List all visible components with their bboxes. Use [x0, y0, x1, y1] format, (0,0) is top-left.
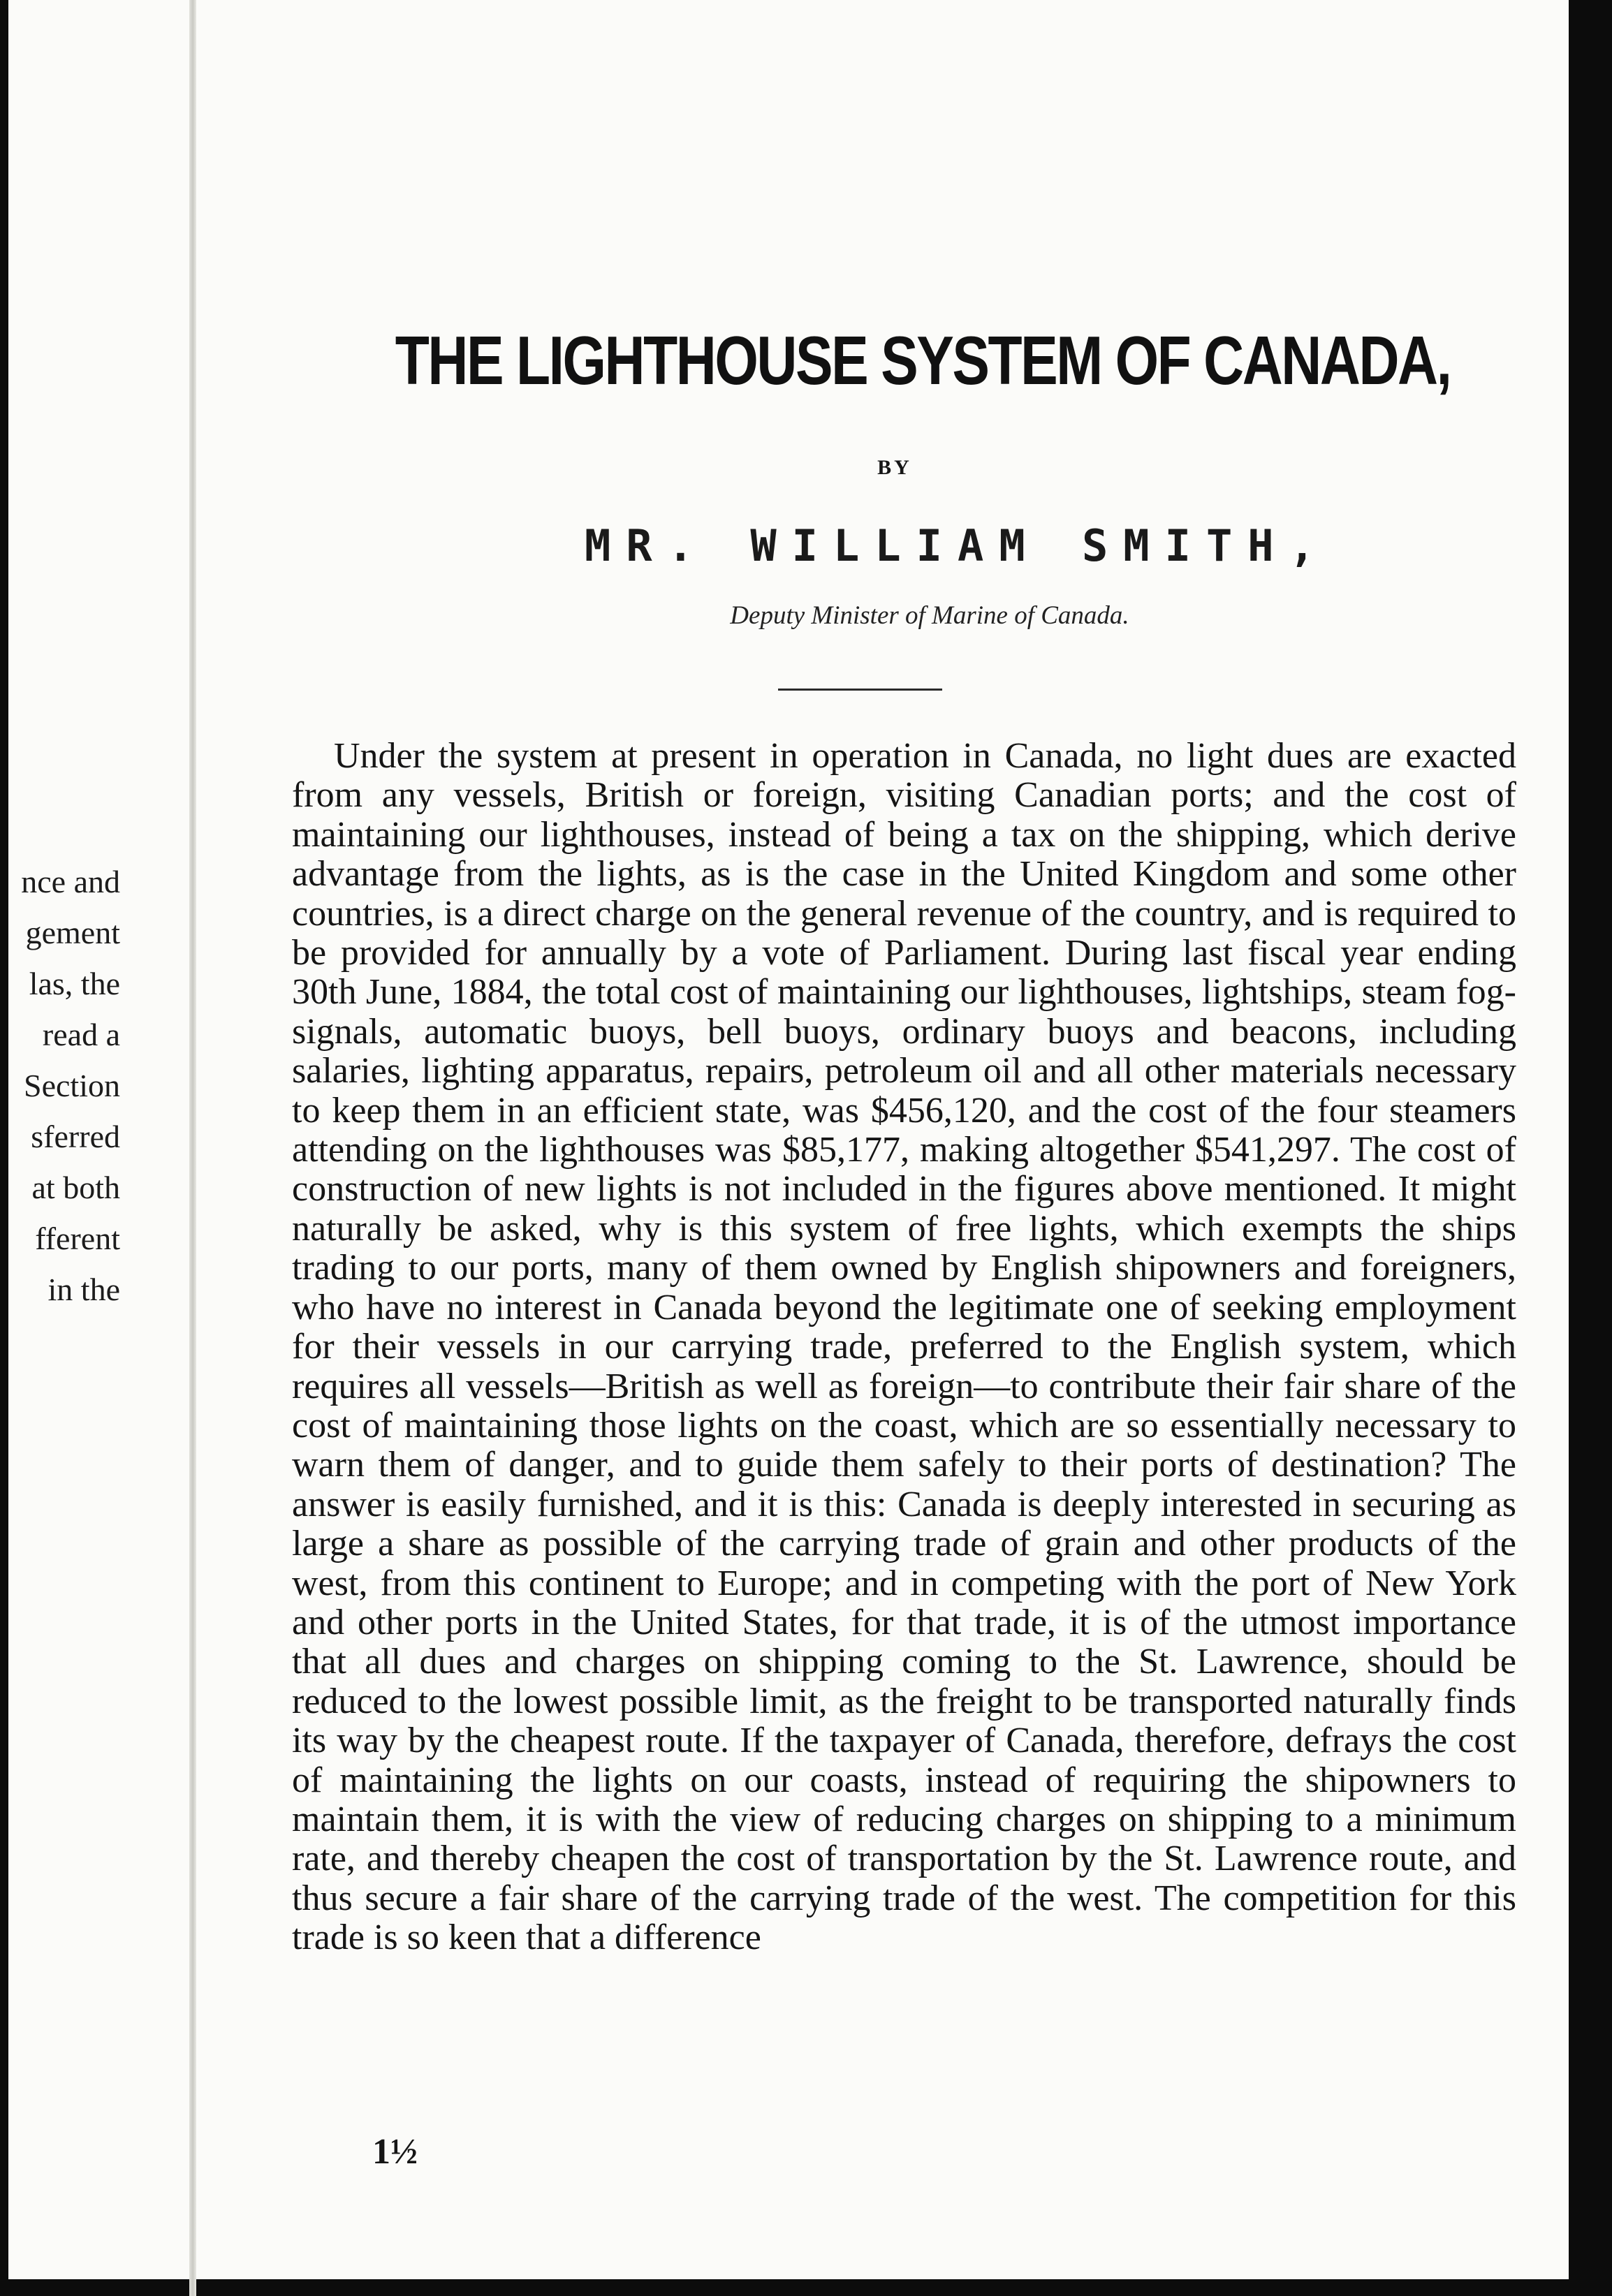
byline-label: BY [877, 456, 912, 479]
scan-edge-right [1569, 0, 1612, 2296]
author-affiliation: Deputy Minister of Marine of Canada. [730, 601, 1129, 630]
article-body [292, 737, 1516, 1958]
fragment-line: gement [25, 915, 120, 950]
fragment-line: in the [47, 1272, 120, 1307]
fragment-line: read a [42, 1017, 120, 1052]
page-gutter [189, 0, 196, 2296]
fragment-line: Section [24, 1068, 120, 1103]
scan-edge-left [0, 0, 8, 2296]
scan-edge-bottom [0, 2279, 1612, 2296]
article-page [196, 0, 1569, 2279]
facing-page-fragment [8, 856, 120, 1315]
title-divider [778, 689, 942, 691]
article-title: THE LIGHTHOUSE SYSTEM OF CANADA, [395, 322, 1451, 399]
author-name: MR. WILLIAM SMITH, [585, 520, 1331, 571]
signature-mark: 1½ [372, 2132, 418, 2172]
fragment-line: sferred [31, 1119, 120, 1154]
fragment-line: at both [31, 1170, 120, 1205]
fragment-line: fferent [35, 1221, 120, 1256]
fragment-line: las, the [29, 966, 120, 1001]
fragment-line: nce and [21, 864, 120, 899]
body-paragraph: Under the system at present in operation in Canada, no light dues are exacted from any vessels, British or foreign, visiting Canadian ports; and the cost of maintaining our lighthouses, instead of being a tax on the shipping, which derive advantage from the lights, as is the case in the United Kingdom and some other countries, is a direct charge on the general revenue of the country, and is required to be provided for annually by a vote of Parliament. During last fiscal year ending 30th June, 1884, the total cost of maintaining our lighthouses, lightships, steam fog-signals, automatic buoys, bell buoys, ordinary buoys and beacons, including salaries, lighting apparatus, repairs, petroleum oil and all other materials necessary to keep them in an efficient state, was $456,120, and the cost of the four steamers attending on the lighthouses was $85,177, making altogether $541,297. The cost of construction of new lights is not included in the figures above mentioned. It might naturally be asked, why is this system of free lights, which exempts the ships trading to our ports, many of them owned by English shipowners and foreigners, who have no interest in Canada beyond the legitimate one of seeking employment for their vessels in our carrying trade, preferred to the English system, which requires all vessels—British as well as foreign—to contribute their fair share of the cost of maintaining those lights on the coast, which are so essentially necessary to warn them of danger, and to guide them safely to their ports of destination? The answer is easily furnished, and it is this: Canada is deeply interested in securing as large a share as possible of the carrying trade of grain and other products of the west, from this continent to Europe; and in competing with the port of New York and other ports in the United States, for that trade, it is of the utmost importance that all dues and charges on shipping coming to the St. Lawrence, should be reduced to the lowest possible limit, as the freight to be transported naturally finds its way by the cheapest route. If the taxpayer of Canada, therefore, defrays the cost of maintaining the lights on our coasts, instead of requiring the shipowners to maintain them, it is with the view of reducing charges on shipping to a minimum rate, and thereby cheapen the cost of transportation by the St. Lawrence route, and thus secure a fair share of the carrying trade of the west. The competition for this trade is so keen that a difference [292, 736, 1516, 1958]
